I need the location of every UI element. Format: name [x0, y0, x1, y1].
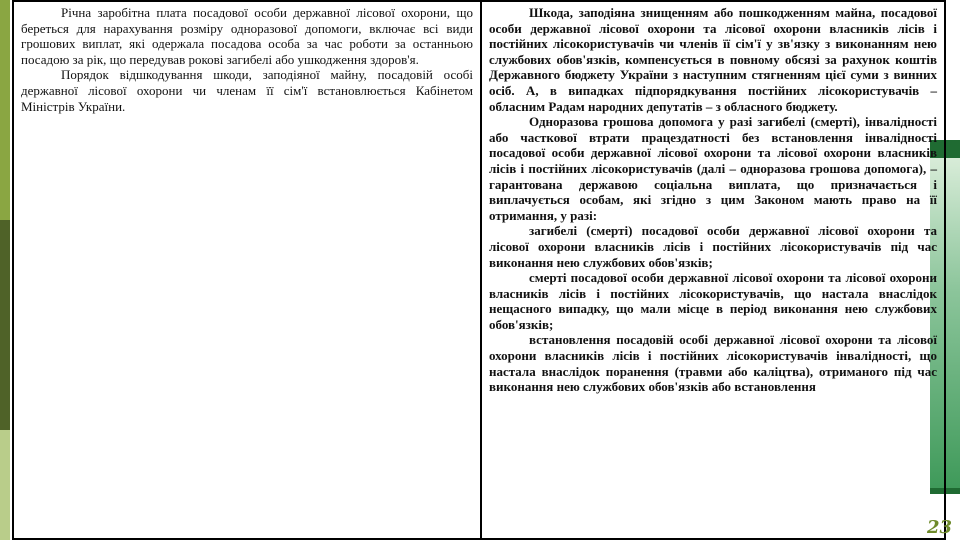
left-decorative-strip: [0, 0, 10, 540]
right-paragraph: Одноразова грошова допомога у разі загибелі (смерті), інвалідності або часткової втрати працездатності без встановлення інвалідності посадової особи державної лісової охорони та лісової охорони власників лісів і постійних лісокористувачів (далі – одноразова грошова допомога), – гарантована державою соціальна виплата, що призначається і виплачується особам, які згідно з цим Законом мають право на її отримання, у разі:: [489, 114, 937, 223]
left-paragraph: Порядок відшкодування шкоди, заподіяної майну, посадовій особі державної лісової охорони чи членам її сім'ї встановлюється Кабінетом Міністрів України.: [21, 67, 473, 114]
right-paragraph: загибелі (смерті) посадової особи державної лісової охорони та лісової охорони власників лісів і постійних лісокористувачів під час виконання нею службових обов'язків;: [489, 223, 937, 270]
comparison-table: [12, 0, 946, 540]
left-strip-segment: [0, 220, 10, 430]
left-paragraph: Річна заробітна плата посадової особи державної лісової охорони, що береться для нарахування розміру одноразової допомоги, включає всі види грошових виплат, які одержала посадова особа за час роботи за останньою посадою за рік, що передував рокові загибелі або ушкодження здоров'я.: [21, 5, 473, 67]
left-column-cell: [13, 1, 481, 539]
right-paragraph: Шкода, заподіяна знищенням або пошкодженням майна, посадової особи державної лісової охорони та лісової охорони власників лісів і постійних лісокористувачів чи членів її сім'ї у зв'язку з виконанням нею службових обов'язків, компенсується в повному обсязі за рахунок коштів Державного бюджету України з наступним стягненням цієї суми з винних осіб. А, в випадках підпорядкування постійних лісокористувачів – обласним Радам народних депутатів – з обласного бюджету.: [489, 5, 937, 114]
page-number: 23: [926, 517, 952, 538]
left-strip-segment: [0, 430, 10, 540]
right-paragraph: смерті посадової особи державної лісової охорони та лісової охорони власників лісів і постійних лісокористувачів, що настала внаслідок нещасного випадку, що мали місце в період виконання нею службових обов'язків;: [489, 270, 937, 332]
left-strip-segment: [0, 0, 10, 220]
right-column-cell: [481, 1, 945, 539]
right-paragraph: встановлення посадовій особі державної лісової охорони та лісової охорони власників лісів і постійних лісокористувачів інвалідності, що настала внаслідок поранення (травми або каліцтва), отриманого під час виконання нею службових обов'язків або встановлення: [489, 332, 937, 395]
table-row: [13, 1, 945, 539]
